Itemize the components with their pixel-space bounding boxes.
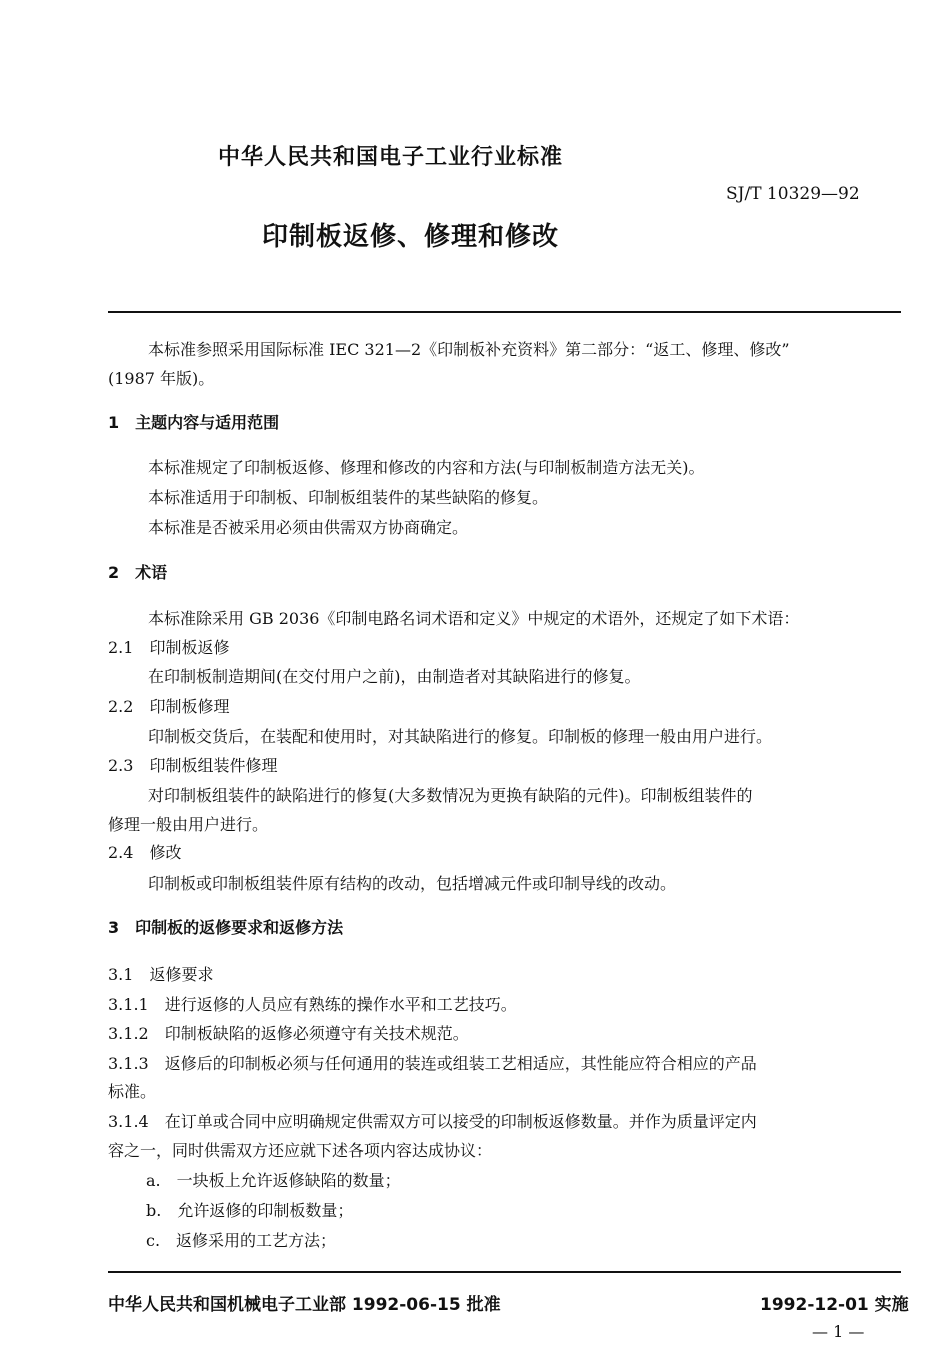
clause-3-1: 3.1 返修要求 [108, 965, 214, 984]
standard-code: SJ/T 10329—92 [726, 184, 860, 204]
clause-3-1-2: 3.1.2 印制板缺陷的返修必须遵守有关技术规范。 [108, 1024, 469, 1043]
term-2-1-body: 在印制板制造期间(在交付用户之前)，由制造者对其缺陷进行的修复。 [148, 667, 641, 686]
page-number: — 1 — [812, 1322, 865, 1341]
term-2-2-body: 印制板交货后，在装配和使用时，对其缺陷进行的修复。印制板的修理一般由用户进行。 [148, 727, 773, 746]
term-2-4-body: 印制板或印制板组装件原有结构的改动，包括增减元件或印制导线的改动。 [148, 874, 677, 893]
list-item-a: a. 一块板上允许返修缺陷的数量； [146, 1171, 401, 1190]
clause-3-1-3-line-1: 3.1.3 返修后的印制板必须与任何通用的装连或组装工艺相适应，其性能应符合相应的产品 [108, 1054, 757, 1073]
term-2-2-title: 2.2 印制板修理 [108, 697, 230, 716]
top-divider [108, 311, 901, 313]
clause-3-1-1: 3.1.1 进行返修的人员应有熟练的操作水平和工艺技巧。 [108, 995, 517, 1014]
clause-3-1-4-line-2: 容之一，同时供需双方还应就下述各项内容达成协议： [108, 1141, 493, 1160]
section-1-para-2: 本标准适用于印制板、印制板组装件的某些缺陷的修复。 [148, 488, 549, 507]
term-2-1-title: 2.1 印制板返修 [108, 638, 230, 657]
section-1-heading: 1 主题内容与适用范围 [108, 413, 280, 432]
intro-line-1: 本标准参照采用国际标准 IEC 321—2《印制板补充资料》第二部分：“返工、修理、修改” [148, 340, 790, 359]
term-2-3-body-1: 对印制板组装件的缺陷进行的修复(大多数情况为更换有缺陷的元件)。印制板组装件的 [148, 786, 753, 805]
section-1-para-1: 本标准规定了印制板返修、修理和修改的内容和方法(与印制板制造方法无关)。 [148, 458, 705, 477]
section-2-heading: 2 术语 [108, 563, 168, 582]
clause-3-1-3-line-2: 标准。 [108, 1082, 157, 1101]
section-3-heading: 3 印制板的返修要求和返修方法 [108, 918, 344, 937]
section-2-intro: 本标准除采用 GB 2036《印制电路名词术语和定义》中规定的术语外，还规定了如下术语： [148, 609, 800, 628]
clause-3-1-4-line-1: 3.1.4 在订单或合同中应明确规定供需双方可以接受的印制板返修数量。并作为质量评定内 [108, 1112, 757, 1131]
term-2-3-title: 2.3 印制板组装件修理 [108, 756, 278, 775]
standard-category-title: 中华人民共和国电子工业行业标准 [218, 145, 564, 170]
document-title: 印制板返修、修理和修改 [262, 222, 560, 252]
bottom-divider [108, 1271, 901, 1273]
list-item-b: b. 允许返修的印制板数量； [146, 1201, 354, 1220]
effective-date: 1992-12-01 实施 [760, 1295, 909, 1315]
approval-statement: 中华人民共和国机械电子工业部 1992-06-15 批准 [108, 1295, 501, 1315]
term-2-3-body-2: 修理一般由用户进行。 [108, 815, 269, 834]
term-2-4-title: 2.4 修改 [108, 843, 182, 862]
section-1-para-3: 本标准是否被采用必须由供需双方协商确定。 [148, 518, 469, 537]
list-item-c: c. 返修采用的工艺方法； [146, 1231, 337, 1250]
intro-line-2: (1987 年版)。 [108, 369, 215, 388]
